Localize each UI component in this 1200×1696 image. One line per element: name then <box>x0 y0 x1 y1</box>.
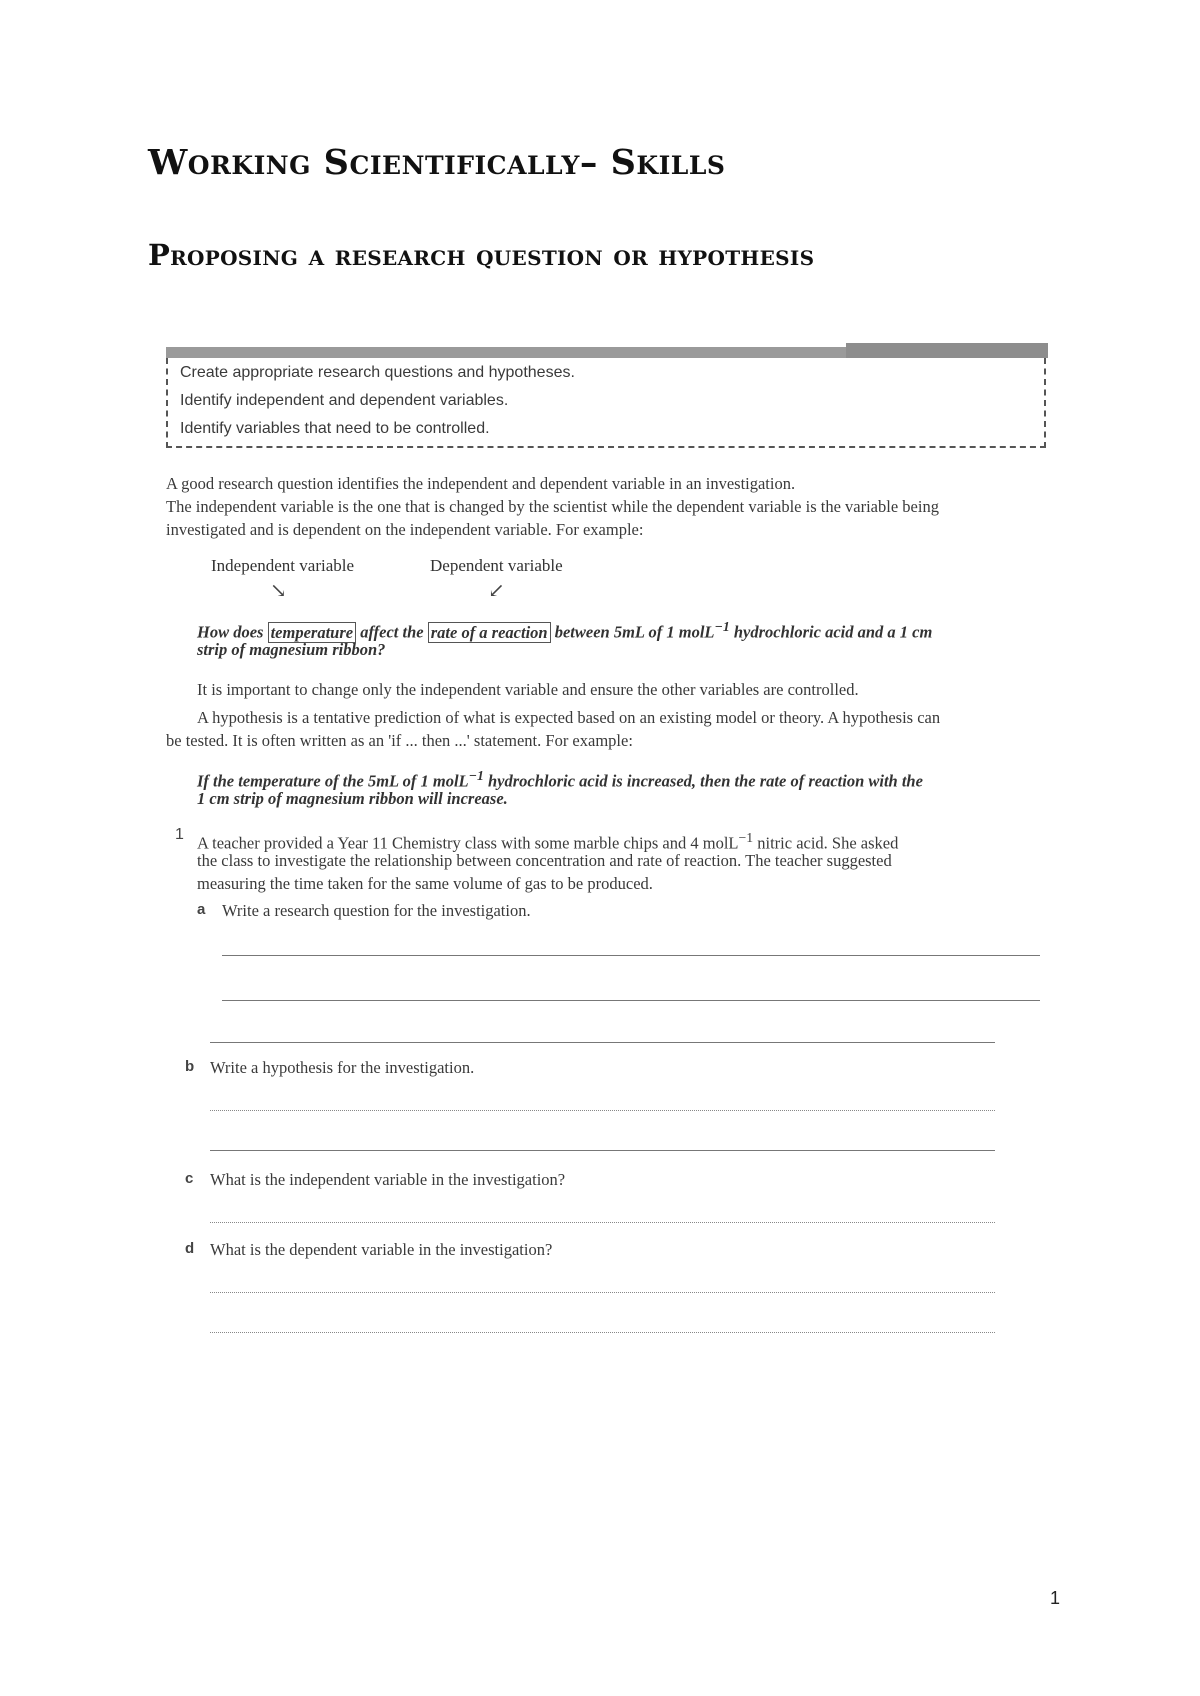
part-text: What is the dependent variable in the investigation? <box>210 1240 553 1259</box>
answer-line[interactable] <box>210 1150 995 1151</box>
question-text-part: nitric acid. She asked <box>757 833 899 853</box>
example-question-text: How does <box>197 622 264 642</box>
answer-line[interactable] <box>210 1042 995 1043</box>
dependent-term-box: rate of a reaction <box>428 622 551 643</box>
intro-line: The independent variable is the one that is changed by the scientist while the dependent variable is the variable being <box>166 497 939 516</box>
controlled-text: It is important to change only the independent variable and ensure the other variables are controlled. <box>197 680 859 699</box>
question-number: 1 <box>175 826 184 843</box>
superscript: −1 <box>714 619 730 634</box>
section-title: Proposing a research question or hypothesis <box>148 238 815 272</box>
part-text: What is the independent variable in the investigation? <box>210 1170 566 1189</box>
part-letter: c <box>185 1170 194 1187</box>
arrow-down-right-icon: ↘ <box>270 580 287 602</box>
goal-item: Identify independent and dependent variables. <box>180 392 509 409</box>
answer-line[interactable] <box>222 955 1040 956</box>
superscript: −1 <box>468 768 484 783</box>
answer-line[interactable] <box>210 1110 995 1111</box>
example-question-text: affect the <box>360 622 424 642</box>
goal-item: Identify variables that need to be controlled. <box>180 420 490 437</box>
part-letter: d <box>185 1240 195 1257</box>
part-text: Write a hypothesis for the investigation. <box>210 1058 475 1077</box>
page-title: Working Scientifically– Skills <box>148 142 726 183</box>
question-text-line: measuring the time taken for the same volume of gas to be produced. <box>197 874 653 893</box>
intro-line: investigated and is dependent on the independent variable. For example: <box>166 520 644 539</box>
example-hypothesis-text: If the temperature of the 5mL of 1 molL <box>197 771 469 791</box>
goals-header-tab <box>846 343 1048 358</box>
answer-line[interactable] <box>210 1332 995 1333</box>
question-text-line: the class to investigate the relationship between concentration and rate of reaction. The teacher suggested <box>197 851 892 870</box>
part-text: Write a research question for the investigation. <box>222 901 531 920</box>
answer-line[interactable] <box>210 1292 995 1293</box>
example-question-text: hydrochloric acid and a 1 cm <box>733 622 933 642</box>
independent-variable-label: Independent variable <box>211 556 355 575</box>
example-hypothesis-line2: 1 cm strip of magnesium ribbon will increase. <box>197 789 508 808</box>
hypothesis-line: A hypothesis is a tentative prediction of what is expected based on an existing model or theory. A hypothesis can <box>197 708 941 727</box>
superscript: −1 <box>738 830 754 845</box>
goal-item: Create appropriate research questions and hypotheses. <box>180 364 575 381</box>
example-question-line2: strip of magnesium ribbon? <box>197 640 386 659</box>
hypothesis-line: be tested. It is often written as an 'if ... then ...' statement. For example: <box>166 731 633 750</box>
arrow-down-left-icon: ↙ <box>488 580 505 602</box>
question-text-part: A teacher provided a Year 11 Chemistry class with some marble chips and 4 molL <box>197 833 739 853</box>
example-question-text: between 5mL of 1 molL <box>554 622 715 642</box>
independent-term-box: temperature <box>268 622 357 643</box>
example-hypothesis-text: hydrochloric acid is increased, then the rate of reaction with the <box>487 771 923 791</box>
answer-line[interactable] <box>210 1222 995 1223</box>
part-letter: a <box>197 901 206 918</box>
part-letter: b <box>185 1058 195 1075</box>
intro-line: A good research question identifies the independent and dependent variable in an investigation. <box>166 474 796 493</box>
answer-line[interactable] <box>222 1000 1040 1001</box>
dependent-variable-label: Dependent variable <box>430 556 563 575</box>
page-number: 1 <box>1050 1588 1061 1608</box>
learning-goals-box <box>166 358 1046 448</box>
